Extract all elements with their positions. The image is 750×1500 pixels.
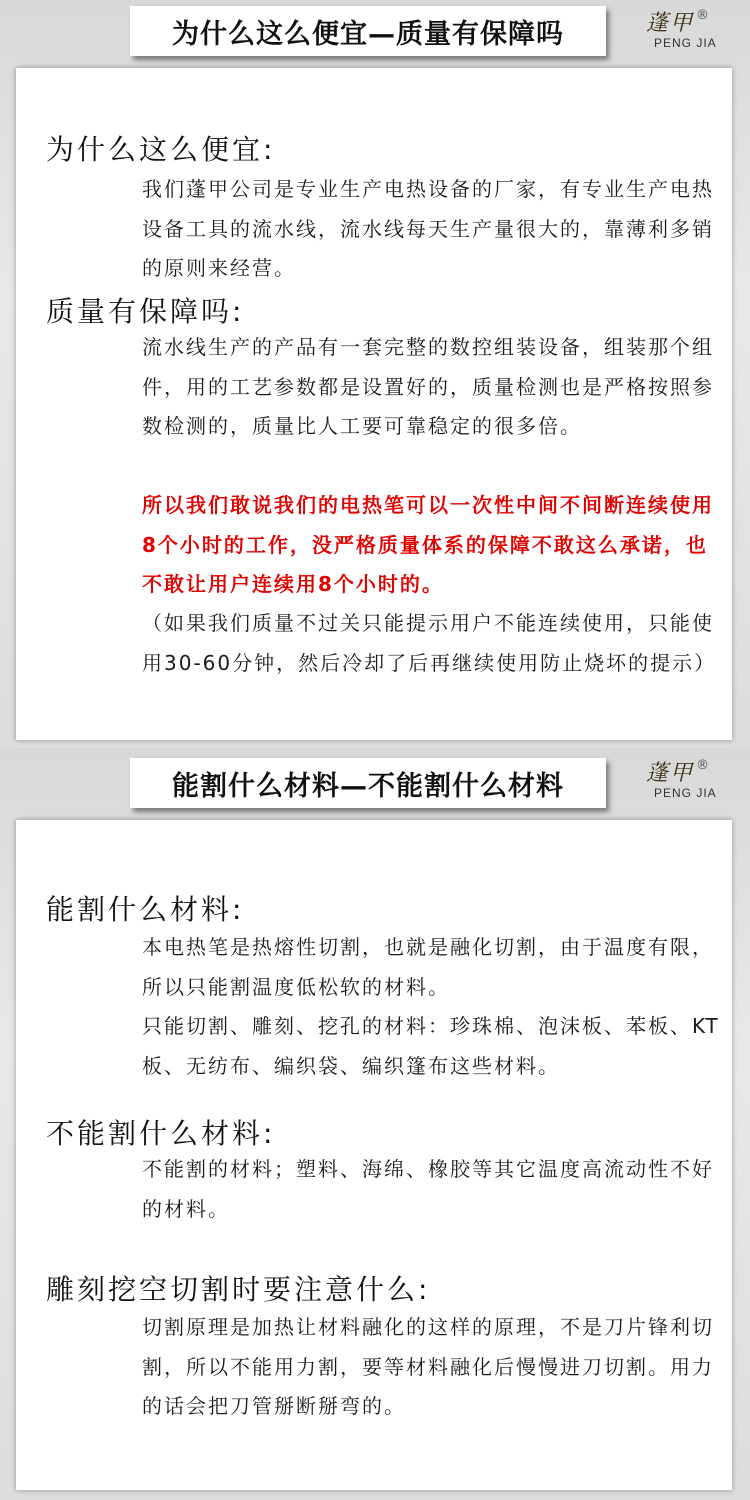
banner-title: 能割什么材料—不能割什么材料 [172, 770, 564, 802]
paragraph-carving-notes: 切割原理是加热让材料融化的这样的原理，不是刀片锋利切割，所以不能用力割，要等材料融化后慢慢进刀切割。用力的话会把刀管掰断掰弯的。 [142, 1315, 714, 1418]
registered-mark: ® [696, 758, 709, 773]
pengjia-logo [628, 754, 728, 814]
section-title-banner [130, 758, 606, 808]
registered-mark: ® [696, 8, 709, 23]
logo-chinese: 蓬甲 [646, 11, 695, 36]
heading-cannot-cut: 不能割什么材料: [46, 1117, 276, 1150]
content-card [16, 68, 732, 740]
paragraph-note: （如果我们质量不过关只能提示用户不能连续使用，只能使用30-60分钟，然后冷却了后再继续使用防止烧坏的提示） [142, 611, 717, 675]
paragraph-guarantee-red: 所以我们敢说我们的电热笔可以一次性中间不间断连续使用8个小时的工作，没严格质量体系的保障不敢这么承诺，也不敢让用户连续用8个小时的。 [142, 493, 714, 596]
section-title-banner [130, 6, 606, 56]
paragraph-can-cut: 本电热笔是热熔性切割，也就是融化切割，由于温度有限，所以只能割温度低松软的材料。 [142, 935, 714, 999]
logo-english: PENG JIA [654, 786, 717, 800]
heading-why-cheap: 为什么这么便宜: [46, 133, 276, 166]
logo-chinese: 蓬甲 [646, 761, 695, 786]
section-why-cheap [0, 0, 750, 748]
pengjia-logo [628, 4, 728, 64]
content-card [16, 820, 732, 1490]
paragraph-quality: 流水线生产的产品有一套完整的数控组装设备，组装那个组件，用的工艺参数都是设置好的，质量检测也是严格按照参数检测的，质量比人工要可靠稳定的很多倍。 [142, 335, 714, 438]
heading-carving-notes: 雕刻挖空切割时要注意什么: [46, 1273, 431, 1306]
heading-quality: 质量有保障吗: [46, 295, 245, 328]
paragraph-cut-materials: 只能切割、雕刻、挖孔的材料：珍珠棉、泡沫板、苯板、KT板、无纺布、编织袋、编织篷布这些材料。 [142, 1014, 720, 1078]
paragraph-why-cheap: 我们蓬甲公司是专业生产电热设备的厂家，有专业生产电热设备工具的流水线，流水线每天生产量很大的，靠薄利多销的原则来经营。 [142, 177, 714, 280]
paragraph-cannot-cut: 不能割的材料；塑料、海绵、橡胶等其它温度高流动性不好的材料。 [142, 1157, 714, 1221]
heading-can-cut: 能割什么材料: [46, 893, 245, 926]
section-materials [0, 748, 750, 1500]
banner-title: 为什么这么便宜—质量有保障吗 [172, 18, 564, 50]
logo-english: PENG JIA [654, 36, 717, 50]
